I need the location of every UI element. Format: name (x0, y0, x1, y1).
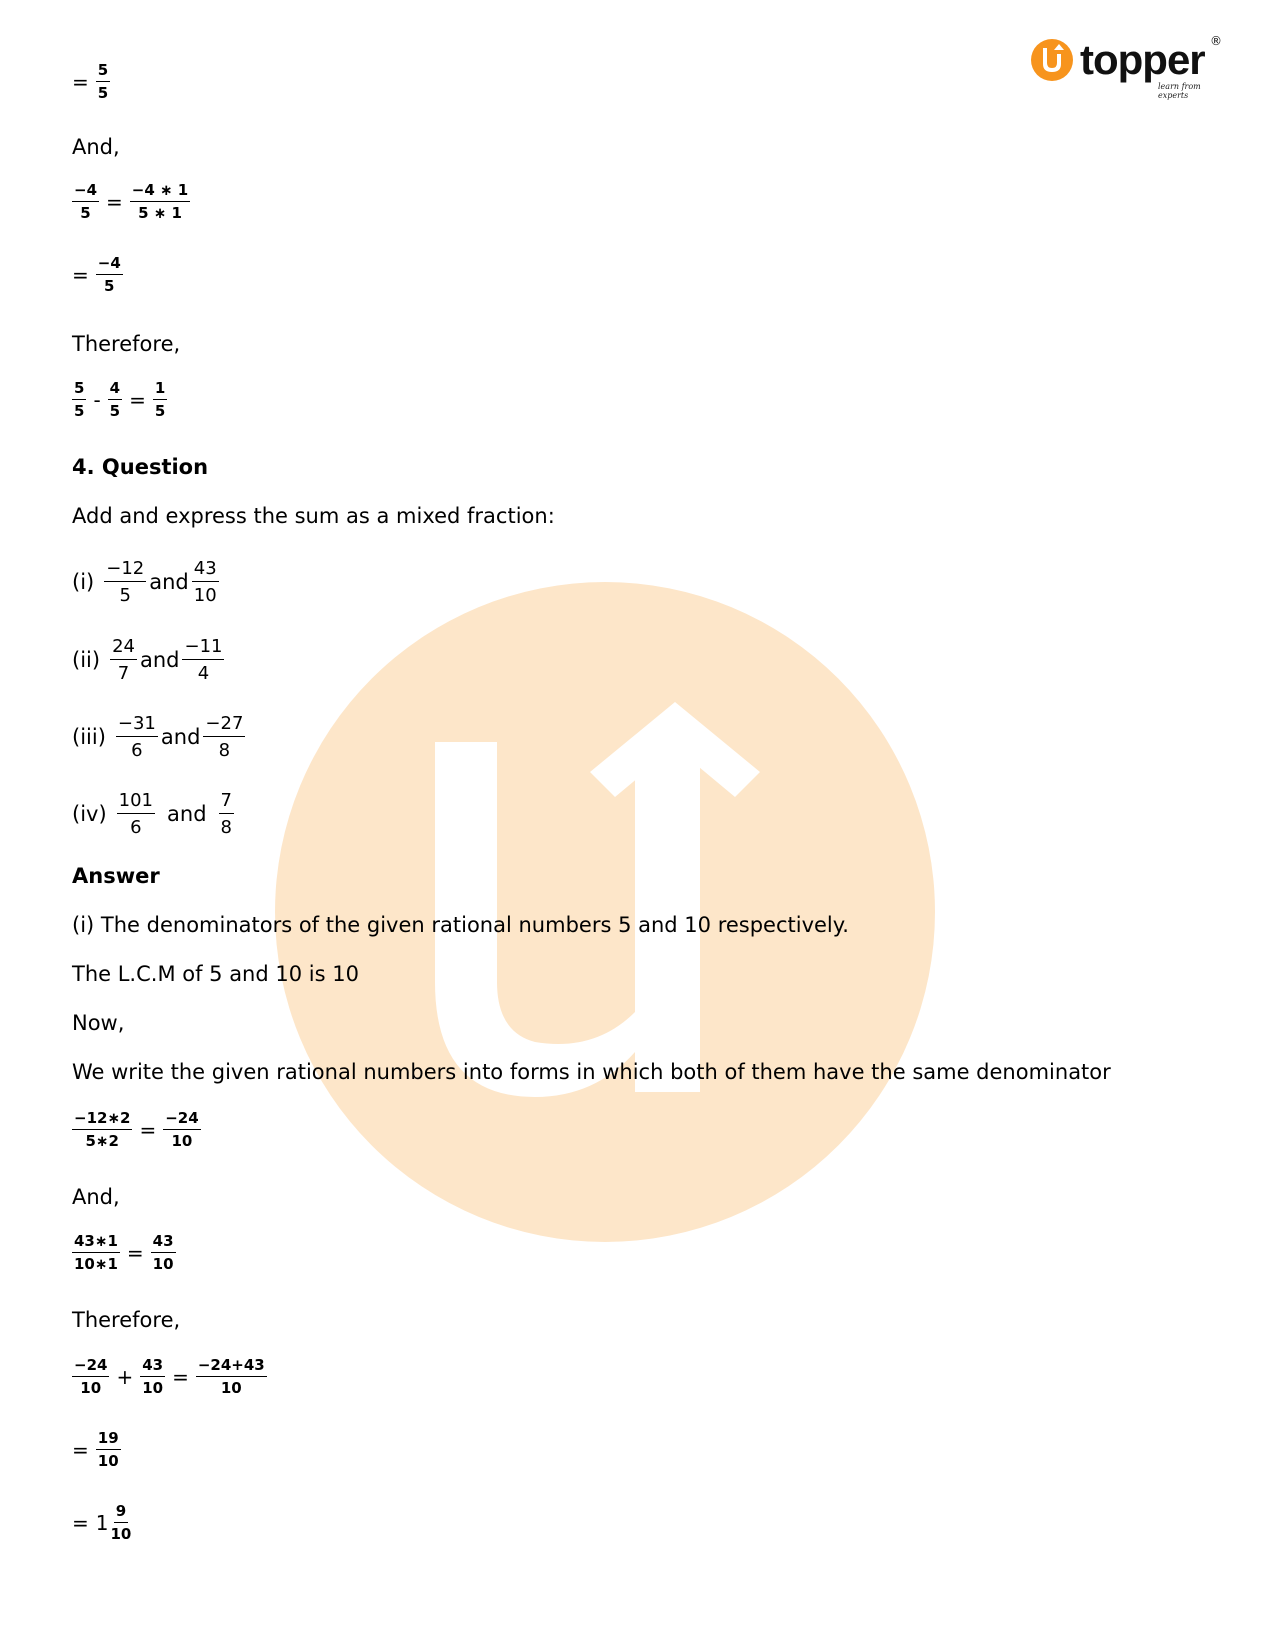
answer-line-2: The L.C.M of 5 and 10 is 10 (72, 962, 359, 986)
denominator: 10 (193, 585, 217, 606)
equals-sign: = (72, 263, 89, 287)
text-and-1: And, (72, 135, 120, 159)
denominator: 4 (197, 663, 210, 684)
answer-heading: Answer (72, 864, 160, 888)
numerator: −31 (116, 713, 158, 737)
answer-line-1: (i) The denominators of the given rational numbers 5 and 10 respectively. (72, 913, 849, 937)
denominator: 5 ∗ 1 (138, 204, 182, 222)
denominator: 10 (152, 1255, 174, 1273)
part-label: (ii) (72, 648, 101, 672)
equals-sign: = (72, 1438, 89, 1462)
denominator: 5∗2 (85, 1132, 119, 1150)
denominator: 10 (171, 1132, 193, 1150)
equation-3 (72, 255, 123, 295)
plus-sign: + (116, 1365, 134, 1389)
numerator: −27 (203, 713, 245, 737)
denominator: 5 (80, 204, 91, 222)
denominator: 10 (110, 1525, 132, 1543)
text-therefore-1: Therefore, (72, 332, 181, 356)
numerator: −24 (163, 1110, 200, 1130)
denominator: 6 (131, 740, 143, 761)
question-text: Add and express the sum as a mixed fraction: (72, 504, 555, 528)
equation-4 (72, 380, 167, 420)
numerator: 7 (219, 790, 234, 814)
numerator: 43 (151, 1233, 176, 1253)
equation-9 (72, 1503, 133, 1543)
whole-number: 1 (95, 1511, 109, 1535)
equation-2 (72, 182, 190, 222)
equation-7 (72, 1357, 267, 1397)
equals-sign: = (129, 388, 146, 412)
numerator: −4 ∗ 1 (130, 182, 190, 202)
answer-line-3: Now, (72, 1011, 125, 1035)
numerator: 19 (96, 1430, 121, 1450)
watermark-logo-icon (275, 582, 935, 1242)
part-label: (i) (72, 570, 95, 594)
numerator: 5 (96, 62, 110, 82)
equals-sign: = (106, 190, 123, 214)
numerator: 4 (108, 380, 122, 400)
numerator: −24+43 (196, 1357, 267, 1377)
numerator: 9 (114, 1503, 128, 1523)
brand-logo (1030, 34, 1230, 98)
equation-8 (72, 1430, 121, 1470)
numerator: −4 (72, 182, 99, 202)
question-heading: 4. Question (72, 455, 209, 479)
equals-sign: = (172, 1365, 189, 1389)
numerator: −11 (182, 636, 224, 660)
denominator: 5 (119, 585, 131, 606)
denominator: 5 (104, 277, 115, 295)
text-and-2: And, (72, 1185, 120, 1209)
numerator: −4 (96, 255, 123, 275)
equation-1 (72, 62, 110, 102)
question-part-4 (72, 790, 234, 838)
brand-registered: ® (1210, 34, 1222, 48)
and-word: and (149, 570, 189, 594)
and-word: and (139, 648, 180, 672)
numerator: 101 (117, 790, 155, 814)
numerator: −12 (104, 558, 146, 582)
numerator: 43∗1 (72, 1233, 120, 1253)
denominator: 8 (220, 817, 232, 838)
equals-sign: = (72, 1511, 89, 1535)
denominator: 7 (117, 663, 130, 684)
answer-line-4: We write the given rational numbers into forms in which both of them have the same denominator (72, 1060, 1111, 1084)
denominator: 6 (130, 817, 142, 838)
numerator: 24 (110, 636, 137, 660)
numerator: 5 (72, 380, 86, 400)
denominator: 10 (220, 1379, 242, 1397)
denominator: 10∗1 (74, 1255, 118, 1273)
equation-5 (72, 1110, 201, 1150)
numerator: 43 (140, 1357, 165, 1377)
denominator: 5 (97, 84, 109, 102)
text-therefore-2: Therefore, (72, 1308, 181, 1332)
numerator: −12∗2 (72, 1110, 132, 1130)
equals-sign: = (139, 1118, 157, 1142)
part-label: (iii) (72, 725, 106, 749)
question-part-3 (72, 713, 245, 761)
numerator: 43 (192, 558, 219, 582)
question-part-2 (72, 636, 224, 684)
brand-tagline: learn from experts (1158, 82, 1201, 100)
part-label: (iv) (72, 802, 107, 826)
question-part-1 (72, 558, 219, 606)
equals-sign: = (126, 1241, 144, 1265)
equation-6 (72, 1233, 176, 1273)
brand-name: topper (1080, 36, 1205, 83)
equals-sign: = (72, 70, 89, 94)
denominator: 5 (74, 402, 85, 420)
denominator: 10 (142, 1379, 164, 1397)
numerator: 1 (153, 380, 167, 400)
minus-sign: - (93, 388, 101, 412)
and-word: and (167, 802, 207, 826)
denominator: 10 (97, 1452, 119, 1470)
denominator: 10 (80, 1379, 102, 1397)
denominator: 5 (154, 402, 166, 420)
and-word: and (160, 725, 201, 749)
denominator: 5 (109, 402, 121, 420)
numerator: −24 (72, 1357, 109, 1377)
denominator: 8 (218, 740, 231, 761)
